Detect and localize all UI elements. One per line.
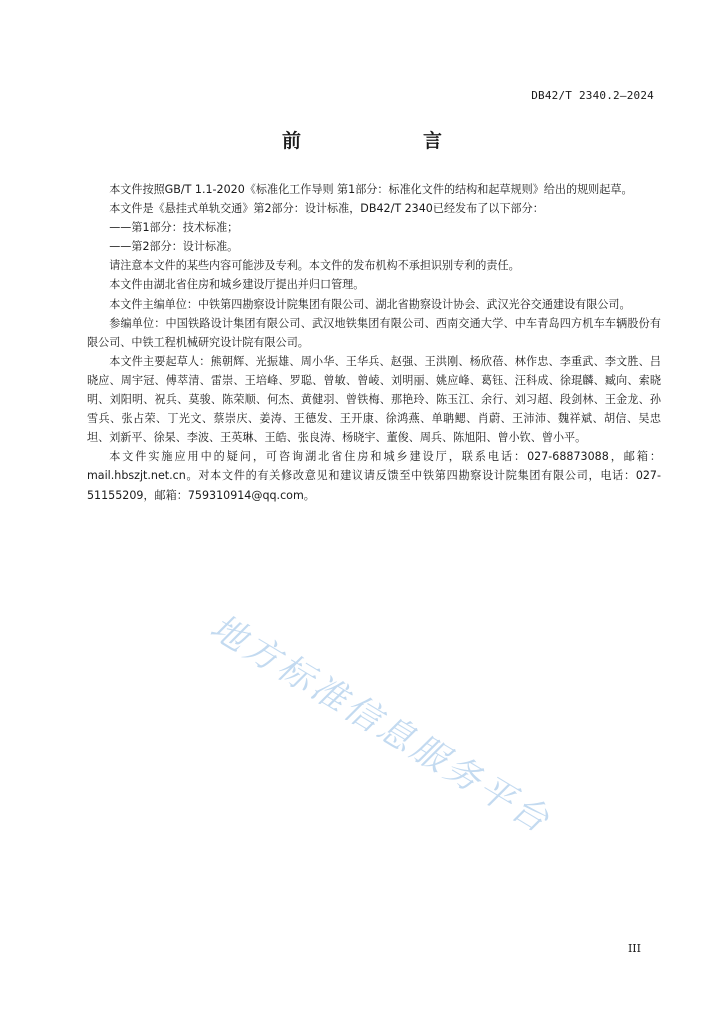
section-title: 前 言 [281, 130, 470, 152]
paragraph-drafters: 本文件主要起草人：熊朝辉、光振雄、周小华、王华兵、赵强、王洪刚、杨欣蓓、林作忠、李重武、李文胜、吕晓应、周宇冠、傅萃清、雷崇、王培峰、罗聪、曾敏、曾崚、刘明丽、姚应峰、葛钰、汪科成、徐琨麟、臧向、索晓明、刘阳明、祝兵、莫骏、陈荣顺、何杰、黄健羽、曾铁梅、那艳玲、陈玉江、余行、刘习超、段剑林、王金龙、孙雪兵、张占荣、丁光文、蔡崇庆、姜涛、王德发、王开康、徐鸿燕、单聃鳃、肖蔚、王沛沛、魏祥斌、胡信、吴忠坦、刘新平、徐杲、李波、王英琳、王皓、张良涛、杨晓宇、董俊、周兵、陈旭阳、曾小钦、曾小平。 [87, 354, 661, 445]
document-code: DB42/T 2340.2—2024 [531, 89, 654, 102]
page-number: III [627, 942, 641, 955]
paragraph-drafting-rules: 本文件按照GB/T 1.1-2020《标准化工作导则 第1部分：标准化文件的结构和起草规则》给出的规则起草。 [109, 183, 633, 196]
paragraph-contact: 本文件实施应用中的疑问，可咨询湖北省住房和城乡建设厅，联系电话：027-68873088，邮箱：mail.hbszjt.net.cn。对本文件的有关修改意见和建议请反馈至中铁第四勘察设计院集团有限公司，电话：027-51155209，邮箱：759310914@qq.com。 [87, 450, 661, 502]
paragraph-patent: 请注意本文件的某些内容可能涉及专利。本文件的发布机构不承担识别专利的责任。 [109, 259, 520, 273]
watermark-text: 地方标准信息服务平台 [203, 607, 559, 843]
paragraph-proposer: 本文件由湖北省住房和城乡建设厅提出并归口管理。 [109, 278, 365, 292]
foreword-body [87, 180, 661, 505]
list-item-part1: ——第1部分：技术标准； [109, 221, 239, 235]
paragraph-participants: 参编单位：中国铁路设计集团有限公司、武汉地铁集团有限公司、西南交通大学、中车青岛四方机车车辆股份有限公司、中铁工程机械研究设计院有限公司。 [87, 316, 661, 349]
list-item-part2: ——第2部分：设计标准。 [109, 240, 239, 254]
paragraph-chief-editors: 本文件主编单位：中铁第四勘察设计院集团有限公司、湖北省勘察设计协会、武汉光谷交通建设有限公司。 [109, 297, 631, 311]
paragraph-series: 本文件是《悬挂式单轨交通》第2部分：设计标准，DB42/T 2340已经发布了以下部分： [109, 202, 544, 216]
